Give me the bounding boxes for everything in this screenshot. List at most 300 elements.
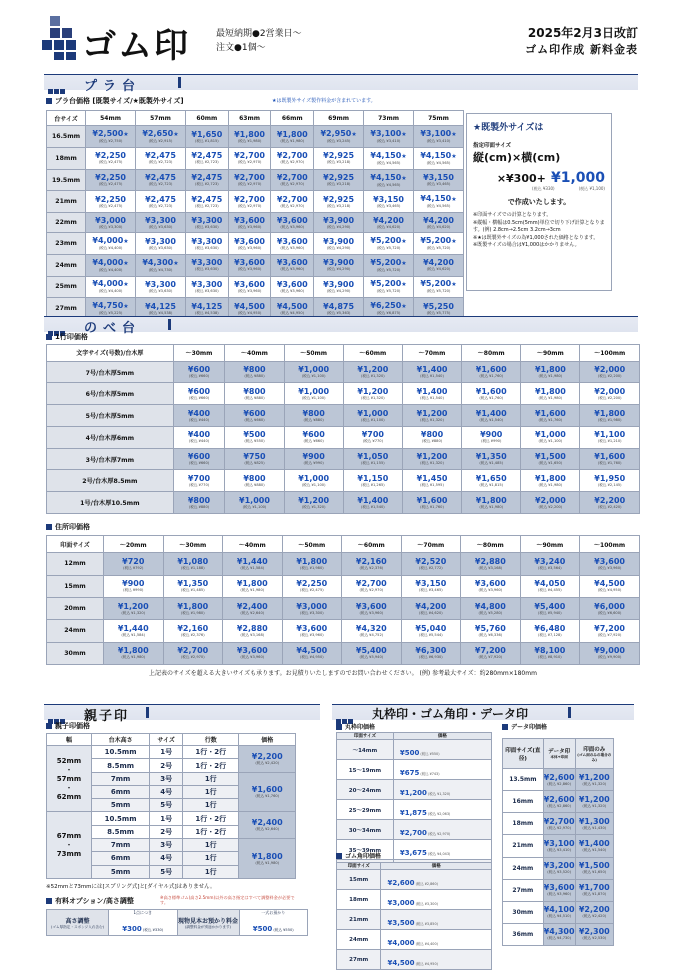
- price-cell: [580, 575, 640, 597]
- price-value: ¥3,600: [276, 236, 308, 246]
- price-cell: [86, 126, 136, 148]
- price-cell: [271, 169, 314, 191]
- option-desc: (調整料金が別途かかります): [185, 924, 231, 929]
- custom-size-star: ★: [401, 303, 407, 311]
- price-cell: [575, 923, 613, 945]
- table-row: [47, 383, 640, 405]
- width-value: ・: [65, 765, 73, 774]
- price-value: ¥3,000: [387, 899, 415, 907]
- price-cell: [462, 361, 521, 383]
- column-header: 73mm: [364, 111, 414, 126]
- price-value: ¥6,300: [415, 646, 447, 656]
- price-cell: [393, 800, 491, 820]
- table-row: [503, 835, 614, 857]
- size-cell: 15～19mm: [337, 760, 394, 780]
- price-cell: [228, 233, 271, 255]
- price-value: ¥2,700: [355, 579, 387, 589]
- price-value: ¥3,200: [543, 861, 575, 871]
- price-cell: [173, 470, 225, 492]
- price-value: ¥800: [243, 386, 266, 396]
- column-header: ～90mm: [520, 536, 580, 553]
- price-value: ¥1,300: [578, 816, 610, 826]
- price-cell: [136, 126, 186, 148]
- price-value: ¥4,500: [234, 301, 265, 311]
- row-header: 3号/台木厚7mm: [47, 448, 174, 470]
- custom-size-star: ★: [123, 281, 129, 289]
- price-tax: (税込 ¥2,723): [194, 203, 219, 208]
- price-value: ¥600: [187, 452, 211, 462]
- address-price-table: [46, 535, 640, 665]
- price-value: ¥1,800: [534, 365, 566, 375]
- price-value: ¥675: [399, 769, 420, 777]
- price-cell: [402, 492, 461, 514]
- column-header: ～70mm: [401, 536, 461, 553]
- custom-size-star: ★: [401, 152, 407, 160]
- custom-size-star: ★: [123, 259, 129, 267]
- price-value: ¥1,800: [296, 556, 328, 566]
- price-tax: (税込 ¥2,376): [180, 632, 205, 637]
- price-value: ¥3,300: [145, 279, 176, 289]
- price-tax: (税込 ¥3,465): [376, 203, 401, 208]
- price-value: ¥2,000: [594, 386, 626, 396]
- price-cell: [185, 233, 228, 255]
- table-row: [503, 769, 614, 791]
- price-tax: (税込 ¥880): [188, 504, 210, 509]
- price-value: ¥1,450: [416, 473, 448, 483]
- price-cell: [414, 276, 464, 298]
- price-value: ¥400: [187, 430, 211, 440]
- price-tax: (税込 ¥3,960): [359, 610, 384, 615]
- price-value: ¥3,300: [191, 215, 223, 225]
- table-row: [47, 191, 464, 213]
- price-cell: [225, 405, 284, 427]
- price-value: ¥5,200★: [370, 257, 407, 267]
- header-row: [47, 536, 640, 553]
- price-value: ¥2,250: [95, 173, 126, 183]
- price-value: ¥1,150: [357, 473, 389, 483]
- price-tax: (税込 ¥6,875): [376, 311, 401, 316]
- price-value: ¥2,400: [236, 601, 268, 611]
- table-row: [47, 597, 640, 619]
- column-header: ～60mm: [343, 345, 402, 362]
- price-value: ¥4,320: [355, 623, 387, 633]
- custom-size-label: 指定印面サイズ: [473, 143, 512, 149]
- price-value: ¥1,800: [177, 601, 209, 611]
- custom-size-star: ★: [401, 131, 407, 139]
- price-value: ¥750: [243, 452, 266, 462]
- price-value: ¥2,650★: [142, 129, 179, 139]
- size-cell: 21mm: [337, 910, 381, 930]
- price-cell: [314, 191, 364, 213]
- price-cell: [271, 276, 314, 298]
- price-tax: (税込 ¥2,970): [280, 182, 305, 187]
- price-cell: [462, 405, 521, 427]
- price-value: ¥3,600: [276, 258, 308, 268]
- price-value: ¥2,520: [415, 556, 447, 566]
- table-row: [47, 620, 640, 642]
- price-value: ¥1,080: [177, 556, 209, 566]
- option-unit: 一式お預かり: [261, 910, 286, 915]
- price-value: ¥1,500: [534, 452, 566, 462]
- table-row: [47, 126, 464, 148]
- price-value: ¥2,475: [145, 173, 176, 183]
- table-row: [337, 930, 492, 950]
- price-cell: [580, 597, 640, 619]
- price-cell: [86, 254, 136, 276]
- price-cell: [136, 213, 186, 233]
- price-value: ¥3,150: [423, 173, 454, 183]
- price-tax: (税込 ¥4,538): [194, 310, 219, 315]
- price-value: ¥2,250: [95, 194, 126, 204]
- price-value: ¥700: [361, 430, 384, 440]
- option-subheading: 有料オプション/高さ調整: [46, 896, 134, 906]
- price-value: ¥5,760: [474, 623, 506, 633]
- price-cell: [520, 620, 580, 642]
- price-tax: (税込 ¥1,188): [180, 565, 205, 570]
- price-cell: [225, 448, 284, 470]
- price-cell: [381, 890, 492, 910]
- width-value: 73mm: [56, 850, 82, 859]
- price-tax: (税込 ¥792): [123, 565, 144, 570]
- price-value: ¥3,600: [276, 279, 308, 289]
- price-cell: [402, 405, 461, 427]
- price-cell: [402, 426, 461, 448]
- width-value: ・: [65, 783, 73, 792]
- custom-size-star: ★: [123, 131, 129, 139]
- price-cell: [314, 148, 364, 170]
- price-cell: [462, 492, 521, 514]
- size-cell: 24mm: [337, 930, 381, 950]
- price-value: ¥3,600: [234, 236, 265, 246]
- price-cell: [575, 835, 613, 857]
- price-tax: (税込 ¥3,300): [414, 902, 438, 906]
- price-cell: [364, 191, 414, 213]
- table-row: [47, 448, 640, 470]
- size-cell: 21mm: [503, 835, 544, 857]
- price-tax: (税込 ¥1,320): [582, 803, 607, 808]
- price-value: ¥3,600: [234, 215, 265, 225]
- price-tax: (税込 ¥4,290): [326, 245, 351, 250]
- price-value: ¥3,300: [191, 236, 223, 246]
- header-row: [503, 739, 614, 769]
- price-value: ¥4,875: [323, 301, 355, 311]
- price-cell: [225, 383, 284, 405]
- price-cell: [163, 642, 223, 664]
- price-cell: [282, 575, 342, 597]
- price-cell: [580, 620, 640, 642]
- column-header: ～40mm: [225, 345, 284, 362]
- price-tax: (税込 ¥4,620): [426, 224, 451, 229]
- price-cell: [543, 835, 575, 857]
- price-cell: [228, 126, 271, 148]
- row-header: 7号/台木厚5mm: [47, 361, 174, 383]
- custom-size-star: ★: [401, 174, 407, 182]
- price-tax: (税込 ¥550): [244, 439, 265, 444]
- price-value: ¥1,400: [578, 838, 610, 848]
- section-title: 丸枠印・ゴム角印・データ印: [372, 707, 529, 721]
- width-cell: [47, 746, 92, 812]
- spec-cell: 4号: [150, 785, 183, 798]
- price-tax: (税込 ¥1,980): [538, 395, 563, 400]
- price-value: ¥3,100: [543, 838, 575, 848]
- price-tax: (税込 ¥2,970): [237, 182, 262, 187]
- price-tax: (税込 ¥1,584): [121, 632, 146, 637]
- size-cell: 18mm: [337, 890, 381, 910]
- spec-cell: 4号: [150, 852, 183, 865]
- price-cell: [343, 405, 402, 427]
- custom-size-star: ★: [173, 259, 179, 267]
- price-value: ¥2,600: [543, 772, 575, 782]
- price-cell: [104, 597, 164, 619]
- spec-cell: 1行: [183, 839, 239, 852]
- price-cell: [228, 148, 271, 170]
- row-header: 15mm: [47, 575, 104, 597]
- price-tax: (税込 ¥3,630): [194, 224, 219, 229]
- price-cell: [543, 879, 575, 901]
- width-value: 57mm: [56, 774, 82, 783]
- price-value: ¥3,600: [296, 623, 328, 633]
- price-tax: (税込 ¥1,980): [479, 504, 504, 509]
- spec-cell: 1行: [183, 785, 239, 798]
- price-value: ¥4,200: [415, 601, 447, 611]
- price-tax: (税込 ¥4,400): [98, 246, 123, 251]
- price-cell: [185, 148, 228, 170]
- price-cell: [393, 760, 491, 780]
- table-row: [337, 870, 492, 890]
- price-tax: (税込 ¥4,950): [414, 962, 438, 966]
- custom-size-star: ★: [401, 238, 407, 246]
- price-value: ¥4,000★: [92, 257, 129, 267]
- price-value: ¥1,200: [578, 772, 610, 782]
- row-header: 20mm: [47, 597, 104, 619]
- price-value: ¥2,600: [543, 794, 575, 804]
- column-header: 幅: [47, 734, 92, 746]
- column-header: ～100mm: [580, 345, 640, 362]
- price-cell: [401, 597, 461, 619]
- width-value: ・: [65, 841, 73, 850]
- price-value: ¥1,700: [578, 883, 610, 893]
- price-tax: (税込 ¥1,815): [479, 482, 504, 487]
- header-row: [47, 345, 640, 362]
- table-row: [337, 780, 492, 800]
- price-value: ¥2,700: [276, 194, 308, 204]
- price-value: ¥5,250: [423, 301, 454, 311]
- price-cell: [173, 448, 225, 470]
- price-cell: [520, 575, 580, 597]
- column-header: [503, 739, 544, 769]
- price-cell: [402, 448, 461, 470]
- price-tax: (税込 ¥3,168): [240, 632, 265, 637]
- price-value: ¥1,875: [399, 809, 427, 817]
- price-value: ¥3,240: [534, 556, 566, 566]
- row-header: 22mm: [47, 213, 86, 233]
- spec-cell: 2号: [150, 759, 183, 772]
- price-cell: [284, 448, 343, 470]
- price-value: ¥1,200: [357, 365, 389, 375]
- price-tax: (税込 ¥3,218): [326, 160, 351, 165]
- price-tax: (税込 ¥3,218): [326, 182, 351, 187]
- spec-cell: 3号: [150, 772, 183, 785]
- price-value: ¥9,000: [594, 646, 625, 656]
- price-cell: [521, 361, 580, 383]
- price-cell: [314, 233, 364, 255]
- option-price: [239, 910, 308, 936]
- price-cell: [543, 791, 575, 813]
- price-value: ¥720: [122, 556, 145, 566]
- price-cell: [343, 361, 402, 383]
- price-tax: (税込 ¥1,320): [420, 461, 444, 466]
- price-cell: [173, 426, 225, 448]
- data-stamp-subheading: データ印価格: [502, 722, 547, 731]
- price-tax: (税込 ¥5,940): [359, 655, 384, 660]
- price-cell: [228, 169, 271, 191]
- price-value: ¥2,475: [145, 194, 176, 204]
- price-cell: [284, 383, 343, 405]
- price-tax: (税込 ¥5,280): [478, 610, 503, 615]
- price-value: ¥4,150★: [370, 172, 407, 182]
- price-cell: [580, 553, 640, 575]
- price-tax: (税込 ¥4,950): [597, 588, 622, 593]
- price-tax: (税込 ¥990): [481, 439, 502, 444]
- price-tax: (税込 ¥3,960): [280, 245, 305, 250]
- price-cell: [580, 426, 640, 448]
- price-cell: [364, 169, 414, 191]
- platform-note: ★は既製外サイズ製作料金が含まれています。: [272, 98, 376, 104]
- price-cell: [314, 169, 364, 191]
- column-header: ～90mm: [521, 345, 580, 362]
- price-cell: [402, 470, 461, 492]
- price-value: ¥2,700: [234, 151, 265, 161]
- price-value: ¥1,800: [534, 386, 566, 396]
- option-row: [47, 910, 308, 936]
- price-value: ¥1,350: [475, 452, 507, 462]
- price-value: ¥1,800: [236, 579, 268, 589]
- price-value: ¥2,000: [594, 365, 626, 375]
- spec-cell: 5mm: [91, 799, 149, 812]
- width-value: 67mm: [56, 832, 82, 841]
- price-tax: (税込 ¥2,475): [299, 588, 324, 593]
- price-value: ¥5,040: [415, 623, 447, 633]
- price-cell: [414, 191, 464, 213]
- table-row: [47, 575, 640, 597]
- price-cell: [520, 597, 580, 619]
- price-tax: (税込 ¥1,650): [582, 870, 607, 875]
- price-cell: [543, 857, 575, 879]
- price-value: ¥1,050: [357, 452, 389, 462]
- price-tax: (税込 ¥3,850): [414, 922, 438, 926]
- header-row: [47, 734, 296, 746]
- price-value: ¥3,300: [191, 258, 223, 268]
- price-cell: [575, 813, 613, 835]
- size-cell: 24mm: [503, 857, 544, 879]
- price-value: ¥2,700: [177, 646, 209, 656]
- price-cell: [393, 740, 491, 760]
- price-cell: [228, 213, 271, 233]
- price-value: ¥1,200: [578, 794, 610, 804]
- price-cell: [228, 254, 271, 276]
- spec-cell: 6mm: [91, 785, 149, 798]
- price-value: ¥800: [243, 365, 266, 375]
- price-tax: (税込 ¥3,465): [426, 182, 451, 187]
- price-tax: (税込 ¥4,565): [376, 160, 401, 165]
- spec-cell: 1行: [183, 865, 239, 878]
- price-cell: [173, 383, 225, 405]
- price-value: ¥3,300: [145, 236, 176, 246]
- table-row: [47, 405, 640, 427]
- note-line: ※★は既製外サイズの為¥1,000された価格となります。: [473, 234, 599, 241]
- price-tax: (税込 ¥1,320): [121, 610, 146, 615]
- price-value: ¥1,800: [251, 851, 283, 861]
- table-row: [503, 813, 614, 835]
- price-tax: (税込 ¥2,970): [237, 160, 262, 165]
- price-value: ¥2,700: [543, 816, 575, 826]
- price-value: ¥1,000: [534, 430, 566, 440]
- price-value: ¥1,800: [594, 408, 626, 418]
- spec-cell: 1行: [183, 799, 239, 812]
- price-value: ¥6,000: [594, 601, 625, 611]
- price-cell: [414, 148, 464, 170]
- section-bar-oyako: [44, 704, 320, 724]
- price-value: ¥3,300: [145, 215, 176, 225]
- spec-cell: 8.5mm: [91, 759, 149, 772]
- price-cell: [163, 553, 223, 575]
- price-cell: [580, 448, 640, 470]
- corner-header: 台サイズ: [47, 111, 86, 126]
- price-value: ¥2,700: [399, 829, 427, 837]
- price-cell: [136, 191, 186, 213]
- price-cell: [185, 169, 228, 191]
- price-tax: (税込 ¥2,970): [426, 832, 451, 836]
- option-note: ※高さ標準ゴム(高さ2.5mm)以外の高さ指定はすべて調整料金が必要です。: [160, 895, 295, 905]
- price-cell: [381, 950, 492, 970]
- price-cell: [271, 233, 314, 255]
- column-header: 行数: [183, 734, 239, 746]
- spec-cell: 8.5mm: [91, 825, 149, 838]
- price-value: ¥2,925: [323, 173, 355, 183]
- price-value: ¥2,475: [145, 151, 176, 161]
- price-value: ¥2,200: [251, 751, 283, 761]
- column-header: [543, 739, 575, 769]
- price-value: ¥2,475: [191, 151, 223, 161]
- custom-size-star: ★: [401, 259, 407, 267]
- price-cell: [225, 470, 284, 492]
- price-value: ¥2,300: [578, 927, 610, 937]
- price-value: ¥1,800: [534, 473, 566, 483]
- price-cell: [580, 361, 640, 383]
- price-cell: [401, 642, 461, 664]
- price-tax: (税込 ¥3,245): [326, 139, 351, 144]
- table-row: [503, 857, 614, 879]
- single-line-subheading: 1行印価格: [46, 332, 88, 342]
- price-value: ¥5,400: [534, 601, 566, 611]
- price-tax: (税込 ¥5,720): [376, 289, 401, 294]
- price-tax: (税込 ¥2,723): [148, 160, 173, 165]
- price-tax: (税込 ¥990): [123, 588, 144, 593]
- price-tax: (税込 ¥4,752): [359, 632, 384, 637]
- price-cell: [521, 405, 580, 427]
- row-header: 6号/台木厚5mm: [47, 383, 174, 405]
- price-tax: (税込 ¥2,063): [426, 812, 451, 816]
- custom-size-title: ★既製外サイズは: [473, 123, 544, 133]
- spec-cell: 1号: [150, 812, 183, 825]
- price-cell: [462, 383, 521, 405]
- spec-cell: 10.5mm: [91, 746, 149, 759]
- price-value: ¥6,480: [534, 623, 566, 633]
- price-value: ¥4,300: [543, 927, 575, 937]
- price-tax: (税込 ¥2,530): [582, 936, 607, 941]
- price-tax: (税込 ¥1,980): [121, 655, 146, 660]
- price-cell: [136, 233, 186, 255]
